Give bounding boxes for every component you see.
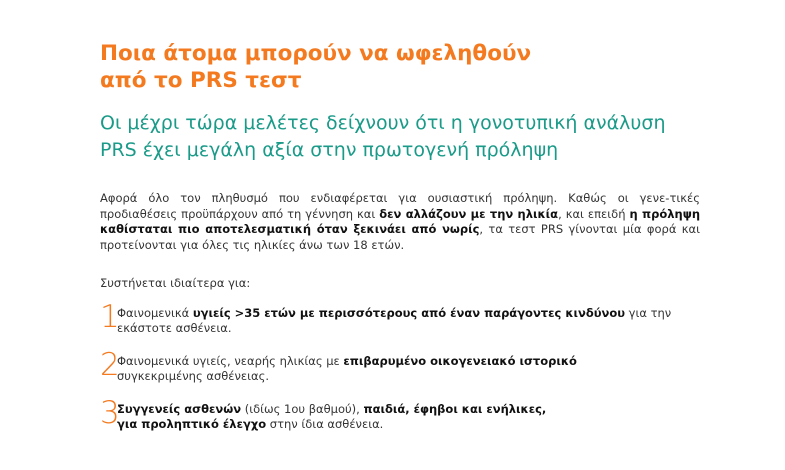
intro-text-2: , και επειδή	[558, 206, 630, 221]
subtitle-line-1: Οι μέχρι τώρα μελέτες δείχνουν ότι η γονοτυπική ανάλυση	[100, 112, 666, 134]
intro-bold-2: η πρόληψη καθίσταται πιο αποτελεσματική όταν ξεκινάει από νωρίς	[100, 206, 701, 236]
item-number-2: 2	[100, 347, 120, 383]
item-text-3	[117, 402, 697, 432]
item3-bold-a: Συγγενείς ασθενών	[117, 402, 242, 416]
subtitle-line-2: PRS έχει μεγάλη αξία στην πρωτογενή πρόληψη	[100, 139, 559, 161]
intro-text-1: Αφορά όλο τον πληθυσμό που ενδιαφέρεται για ουσιαστική πρόληψη. Καθώς οι γενε-τικές προδιαθέσεις προϋπάρχουν από τη γέννηση και	[100, 191, 700, 221]
item-text-1	[117, 306, 697, 336]
item-text-2	[117, 354, 697, 384]
title-line-1: Ποια άτομα μπορούν να ωφεληθούν	[100, 41, 532, 66]
item1-text-a: Φαινομενικά	[117, 306, 193, 320]
intro-paragraph	[100, 191, 700, 253]
intro-bold-1: δεν αλλάζουν με την ηλικία	[379, 206, 559, 221]
item3-bold-c: για προληπτικό έλεγχο	[117, 417, 267, 431]
item3-bold-b: παιδιά, έφηβοι και ενήλικες,	[363, 402, 547, 416]
item2-bold: επιβαρυμένο οικογενειακό ιστορικό	[343, 354, 577, 368]
page-subtitle	[100, 110, 740, 164]
item2-text-b: συγκεκριμένης ασθένειας.	[117, 369, 269, 383]
item3-text-a: (ιδίως 1ου βαθμού),	[241, 402, 364, 416]
item1-text-b: για την εκάστοτε ασθένεια.	[117, 306, 672, 335]
item1-bold: υγιείς >35 ετών με περισσότερους από έναν παράγοντες κινδύνου	[192, 306, 625, 320]
page-title	[100, 40, 700, 94]
item2-text-a: Φαινομενικά υγιείς, νεαρής ηλικίας με	[117, 354, 344, 368]
title-line-2: από το PRS τεστ	[100, 68, 302, 93]
item3-text-b: στην ίδια ασθένεια.	[266, 417, 384, 431]
recommend-label: Συστήνεται ιδιαίτερα για:	[100, 276, 251, 290]
item-number-1: 1	[100, 299, 120, 335]
intro-text-3: , τα τεστ PRS γίνονται μία φορά και προτείνονται για όλες τις ηλικίες άνω των 18 ετών.	[100, 222, 700, 252]
item-number-3: 3	[100, 395, 120, 431]
